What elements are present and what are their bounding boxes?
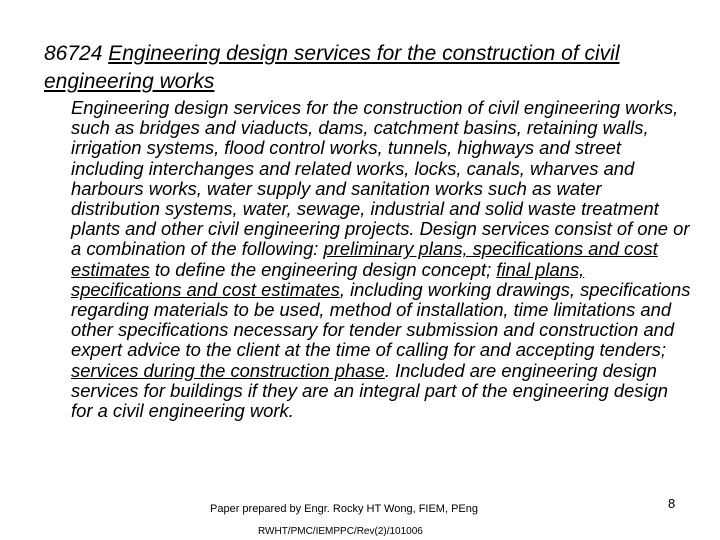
construction-phase-term: services during the construction phase xyxy=(71,359,385,381)
description-text-part-3: , including working drawings, specifications regarding materials to be used, method of installation, time limitations and other specifications necessary for tender submission and construction and expert advice to the client at the time of calling for and accepting tenders; xyxy=(71,278,691,361)
heading-title: Engineering design services for the construction of civil engineering works xyxy=(44,42,620,93)
description-text-part-2: to define the engineering design concept; xyxy=(149,258,497,280)
description-text-part-1: Engineering design services for the construction of civil engineering works, such as bridges and viaducts, dams, catchment basins, retaining walls, irrigation systems, flood control works, tunnels, highways and street including interchanges and related works, locks, canals, wharves and harbours works, water supply and sanitation works such as water distribution systems, water, sewage, industrial and solid waste treatment plants and other civil engineering projects. Design services consist of one or a combination of the following: xyxy=(71,97,690,260)
page-number: 8 xyxy=(668,496,676,511)
footer-reference: RWHT/PMC/IEMPPC/Rev(2)/101006 xyxy=(258,526,423,537)
description-text-part-4: . Included are engineering design services for buildings if they are an integral part of the engineering design for a civil engineering work. xyxy=(71,359,669,422)
classification-code: 86724 xyxy=(44,42,103,65)
description-paragraph xyxy=(71,98,691,421)
preliminary-plans-term: preliminary plans, specifications and cost estimates xyxy=(71,238,658,280)
slide-heading xyxy=(44,40,684,96)
final-plans-term: final plans, specifications and cost estimates xyxy=(71,258,585,300)
footer-author: Paper prepared by Engr. Rocky HT Wong, FIEM, PEng xyxy=(210,503,478,515)
